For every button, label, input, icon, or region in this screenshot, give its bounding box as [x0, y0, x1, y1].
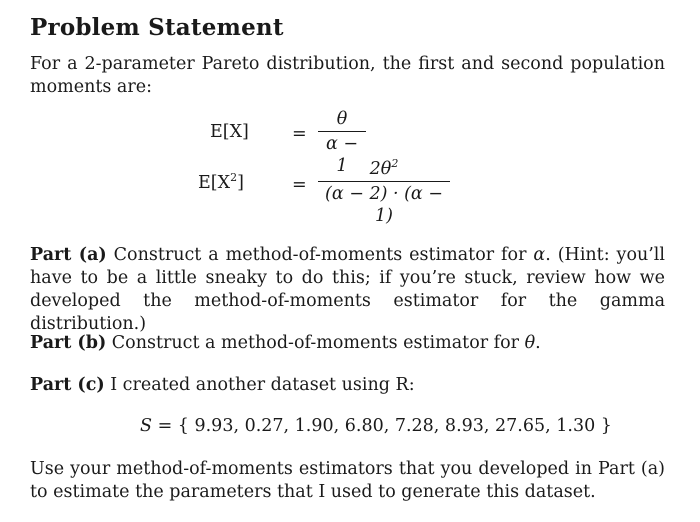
equation-2-lhs-end: ]: [237, 173, 244, 193]
equation-2-numerator: [318, 158, 450, 180]
equation-2-lhs-start: E[X: [198, 173, 231, 193]
equation-1-denominator: α − 1: [325, 134, 359, 176]
theta-symbol: θ: [524, 333, 536, 353]
part-b-text: Construct a method-of-moments estimator for: [106, 333, 525, 353]
equation-1-numerator: θ: [336, 109, 348, 129]
part-c-text: I created another dataset using R:: [104, 375, 415, 395]
closing-paragraph: Use your method-of-moments estimators that you developed in Part (a) to estimate the parameters that I used to generate this dataset.: [30, 459, 665, 502]
fraction-bar: [318, 131, 366, 132]
equation-2-fraction: [318, 158, 450, 227]
dataset-expression: [140, 416, 612, 436]
part-b-end: .: [535, 333, 541, 353]
dataset-values: = { 9.93, 0.27, 1.90, 6.80, 7.28, 8.93, 27.65, 1.30 }: [152, 416, 612, 436]
equation-2-denominator: (α − 2) · (α − 1): [325, 184, 443, 226]
part-a-paragraph: [30, 244, 665, 336]
intro-paragraph: For a 2-parameter Pareto distribution, the first and second population moments are:: [30, 54, 665, 97]
part-b-label: Part (b): [30, 333, 107, 353]
equation-1-equals: =: [292, 124, 307, 144]
equation-2-lhs: [198, 173, 244, 193]
part-a-label: Part (a): [30, 245, 107, 265]
part-b-paragraph: [30, 332, 665, 355]
part-a-text: Construct a method-of-moments estimator for: [106, 245, 534, 265]
fraction-bar: [318, 181, 450, 182]
equation-2-numerator-exponent: 2: [391, 157, 399, 171]
equation-2-lhs-exponent: 2: [230, 171, 238, 185]
part-a-hint: . (Hint: you’ll have to be a little sneaky to do this; if you’re stuck, review how we developed the method-of-moments estimator for the gamma distribution.): [30, 245, 666, 334]
alpha-symbol: α: [533, 245, 546, 265]
page-title: Problem Statement: [30, 14, 284, 41]
equation-2-numerator-base: 2θ: [369, 159, 392, 179]
dataset-name: S: [140, 416, 152, 436]
equation-2-equals: =: [292, 175, 307, 195]
equation-1-lhs: E[X]: [210, 122, 249, 142]
part-c-paragraph: [30, 374, 665, 397]
part-c-label: Part (c): [30, 375, 105, 395]
